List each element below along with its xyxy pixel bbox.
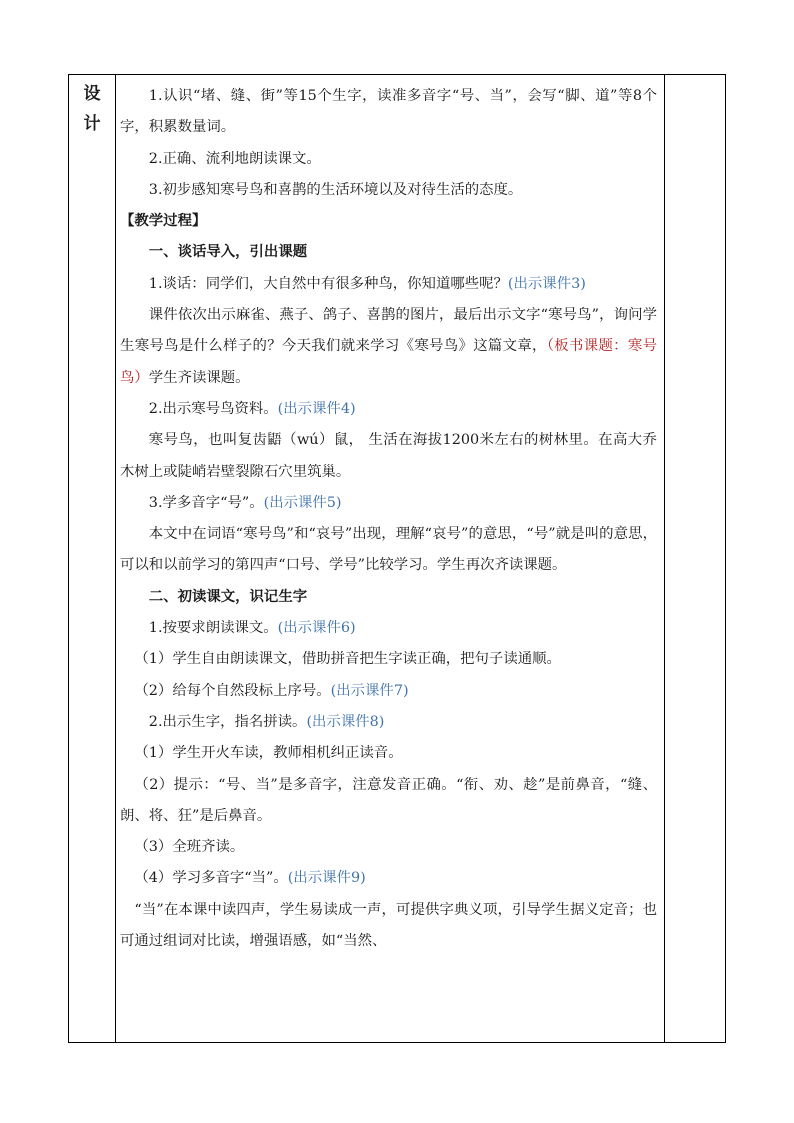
paragraph-text: 1.认识“堵、缝、街”等15个生字，读准多音字“号、当”，会写“脚、道”等8个字，积累数量词。: [120, 88, 657, 136]
lesson-plan-table: [68, 74, 726, 1043]
paragraph-text: 3.学多音字“号”。: [148, 494, 264, 511]
lesson-paragraph: [120, 144, 657, 175]
paragraph-text: （1）学生开火车读，教师相机纠正读音。: [134, 745, 403, 762]
paragraph-text: “当”在本课中读四声，学生易读成一声，可提供字典义项，引导学生据义定音；也可通过组词对比读，增强语感，如“当然、: [120, 901, 657, 950]
paragraph-text: 寒号鸟，也叫复齿鼯（wú）鼠， 生活在海拔1200米左右的树林里。在高大乔木树上或陡峭岩壁裂隙石穴里筑巢。: [120, 432, 657, 480]
paragraph-text: （3）全班齐读。: [134, 839, 245, 856]
lesson-paragraph: [120, 175, 657, 206]
section-heading: [120, 582, 657, 613]
courseware-note: (出示课件6): [277, 620, 356, 637]
lesson-paragraph: [120, 81, 657, 144]
lesson-paragraph: [120, 425, 657, 488]
paragraph-text: 3.初步感知寒号鸟和喜鹊的生活环境以及对待生活的态度。: [148, 181, 523, 198]
section-label-char: 设: [83, 84, 101, 104]
lesson-paragraph: [120, 832, 657, 863]
courseware-note: (出示课件9): [287, 870, 366, 887]
paragraph-text: 课件依次出示麻雀、燕子、鸽子、喜鹊的图片，最后出示文字“寒号鸟”，询问学生寒号鸟是什么样子的？今天我们就来学习《寒号鸟》这篇文章，: [120, 307, 657, 355]
section-heading: [120, 237, 657, 268]
paragraph-text: 2.正确、流利地朗读课文。: [148, 150, 321, 167]
paragraph-text: 1.谈话：同学们，大自然中有很多种鸟，你知道哪些呢？: [148, 275, 508, 292]
courseware-note: (出示课件8): [306, 713, 385, 730]
lesson-paragraph: [120, 863, 657, 894]
section-heading: [120, 206, 657, 237]
lesson-paragraph: [120, 644, 657, 675]
paragraph-text: 本文中在词语“寒号鸟”和“哀号”出现，理解“哀号”的意思，“号”就是叫的意思，可以和以前学习的第四声“口号、学号”比较学习。学生再次齐读课题。: [120, 526, 657, 574]
courseware-note: (出示课件3): [507, 275, 586, 292]
lesson-paragraph: [120, 519, 657, 582]
paragraph-text: （2）提示：“号、当”是多音字，注意发音正确。“衔、劝、趁”是前鼻音，“缝、朗、将、狂”是后鼻音。: [120, 776, 657, 824]
lesson-paragraph: [120, 613, 657, 644]
notes-cell: [665, 75, 725, 1042]
paragraph-text: 2.出示寒号鸟资料。: [148, 400, 278, 417]
paragraph-text: 学生齐读课题。: [148, 369, 250, 386]
lesson-paragraph: [120, 488, 657, 519]
lesson-paragraph: [120, 738, 657, 769]
paragraph-text: 2.出示生字，指名拼读。: [148, 713, 307, 730]
paragraph-text: （2）给每个自然段标上序号。: [134, 682, 331, 699]
lesson-paragraph: [120, 394, 657, 425]
courseware-note: (出示课件7): [330, 682, 409, 699]
paragraph-text: （4）学习多音字“当”。: [134, 870, 288, 887]
lesson-paragraph: [120, 770, 657, 833]
courseware-note: (出示课件5): [263, 494, 342, 511]
paragraph-text: （1）学生自由朗读课文，借助拼音把生字读正确，把句子读通顺。: [134, 651, 561, 668]
lesson-paragraph: [120, 707, 657, 738]
lesson-paragraph: [120, 676, 657, 707]
section-label-char: 计: [83, 114, 101, 134]
paragraph-text: 1.按要求朗读课文。: [148, 620, 278, 637]
paragraph-text: 二、初读课文，识记生字: [148, 588, 308, 605]
lesson-paragraph: [120, 269, 657, 300]
section-label: [69, 75, 115, 139]
paragraph-text: 一、谈话导入，引出课题: [148, 244, 308, 261]
lesson-paragraph: [120, 895, 657, 958]
section-label-cell: [69, 75, 116, 1042]
lesson-content: [116, 75, 664, 957]
board-note: （板书课题：寒号鸟）: [120, 338, 657, 386]
courseware-note: (出示课件4): [277, 400, 356, 417]
paragraph-text: 【教学过程】: [120, 213, 207, 230]
lesson-paragraph: [120, 300, 657, 394]
lesson-content-cell: [116, 75, 665, 1042]
